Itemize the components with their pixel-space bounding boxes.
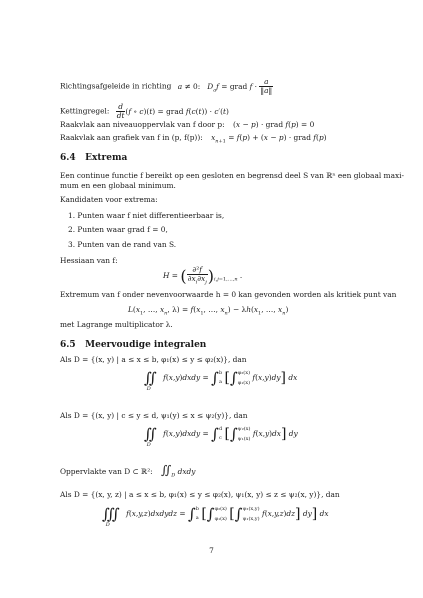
- tangent-plane-graph-line: [60, 133, 327, 146]
- paragraph-line: mum en een globaal minimum.: [60, 181, 176, 190]
- section-heading-integrals: [60, 340, 206, 350]
- double-integral-formula-2: $∬_D$ f(x,y)dxdy = ∫d c [∫ψ₂(x) ψ₁(x) f(x,y)dx] dy: [144, 425, 298, 449]
- tangent-plane-graph-label: Raakvlak aan grafiek van f in (p, f(p)):: [60, 133, 203, 142]
- double-integral-formula-1: $∬_D$ f(x,y)dxdy = ∫b a [∫φ₂(x) φ₁(x) f(x,y)dy] dx: [144, 369, 298, 393]
- section-number: 6.4: [60, 153, 76, 163]
- tangent-plane-level-formula: (x − p) · grad f(p) = 0: [233, 120, 315, 129]
- integral-case-text: Als D = {(x, y) | c ≤ y ≤ d, ψ₁(y) ≤ x ≤ ψ₂(y)}, dan: [60, 411, 248, 420]
- paragraph-line: Een continue functie f bereikt op een gesloten en begrensd deel S van ℝⁿ een globaal maxi-: [60, 171, 405, 180]
- section-title: Meervoudige integralen: [85, 340, 207, 350]
- hessian-formula: H = ( $\frac{\text{∂²f}}{\partial x_i\partial x_j}$ )$_{i,j=1,\dots,n}$ .: [163, 265, 243, 286]
- tangent-plane-graph-formula: $x_{n+1} = f(p) + (x - p)$ · grad f(p): [211, 133, 327, 145]
- lagrange-text: Extremum van f onder nevenvoorwaarde h = 0 kan gevonden worden als kritiek punt van: [60, 290, 397, 299]
- integral-case-text: Als D = {(x, y) | a ≤ x ≤ b, φ₁(x) ≤ y ≤ φ₂(x)}, dan: [60, 355, 247, 364]
- area-line: [60, 463, 196, 480]
- page-number: 7: [209, 546, 214, 555]
- hessian-label: Hessiaan van f:: [60, 256, 118, 265]
- directional-derivative-label: Richtingsafgeleide in richting: [60, 81, 172, 91]
- list-item: 2. Punten waar grad f = 0,: [68, 225, 168, 234]
- integral-case-text: Als D = {(x, y, z) | a ≤ x ≤ b, φ₁(x) ≤ y ≤ φ₂(x), ψ₁(x, y) ≤ z ≤ ψ₂(x, y)}, dan: [60, 490, 340, 499]
- tangent-plane-level-line: [60, 120, 314, 129]
- area-label: Oppervlakte van D ⊂ ℝ²:: [60, 467, 153, 476]
- chain-rule-label: Kettingregel:: [60, 106, 110, 116]
- lagrange-formula: $L(x_1$, …, $x_n$, $\lambda) = f(x_1$, …, $x_n) - \lambda h(x_1$, …, $x_n$): [128, 305, 289, 317]
- section-title: Extrema: [85, 153, 128, 163]
- tangent-plane-level-label: Raakvlak aan niveauoppervlak van f door p:: [60, 120, 225, 129]
- triple-integral-formula: $∭_D$ f(x,y,z)dxdydz = ∫b a [∫φ₂(x) φ₁(x) [∫ψ₂(x,y) ψ₁(x,y) f(x,y,z)dz] dy] dx: [102, 505, 329, 529]
- list-item: 1. Punten waar f niet differentieerbaar is,: [68, 211, 225, 220]
- directional-derivative-formula: a ≠ 0: $D_af$ = grad f · $\frac{a}{‖a‖}$: [177, 77, 273, 95]
- area-formula: $∬_D$ dxdy: [161, 463, 196, 479]
- section-heading-extrema: [60, 153, 127, 163]
- chain-rule-line: [60, 103, 229, 120]
- section-number: 6.5: [60, 340, 76, 350]
- candidates-intro: Kandidaten voor extrema:: [60, 195, 158, 204]
- lagrange-multiplier: met Lagrange multiplicator λ.: [60, 320, 173, 329]
- chain-rule-formula: $\frac{d}{dt}$ (f ∘ c)(t) = grad f(c(t)) · c′(t): [116, 102, 229, 120]
- list-item: 3. Punten van de rand van S.: [68, 240, 177, 249]
- directional-derivative-line: [60, 78, 273, 95]
